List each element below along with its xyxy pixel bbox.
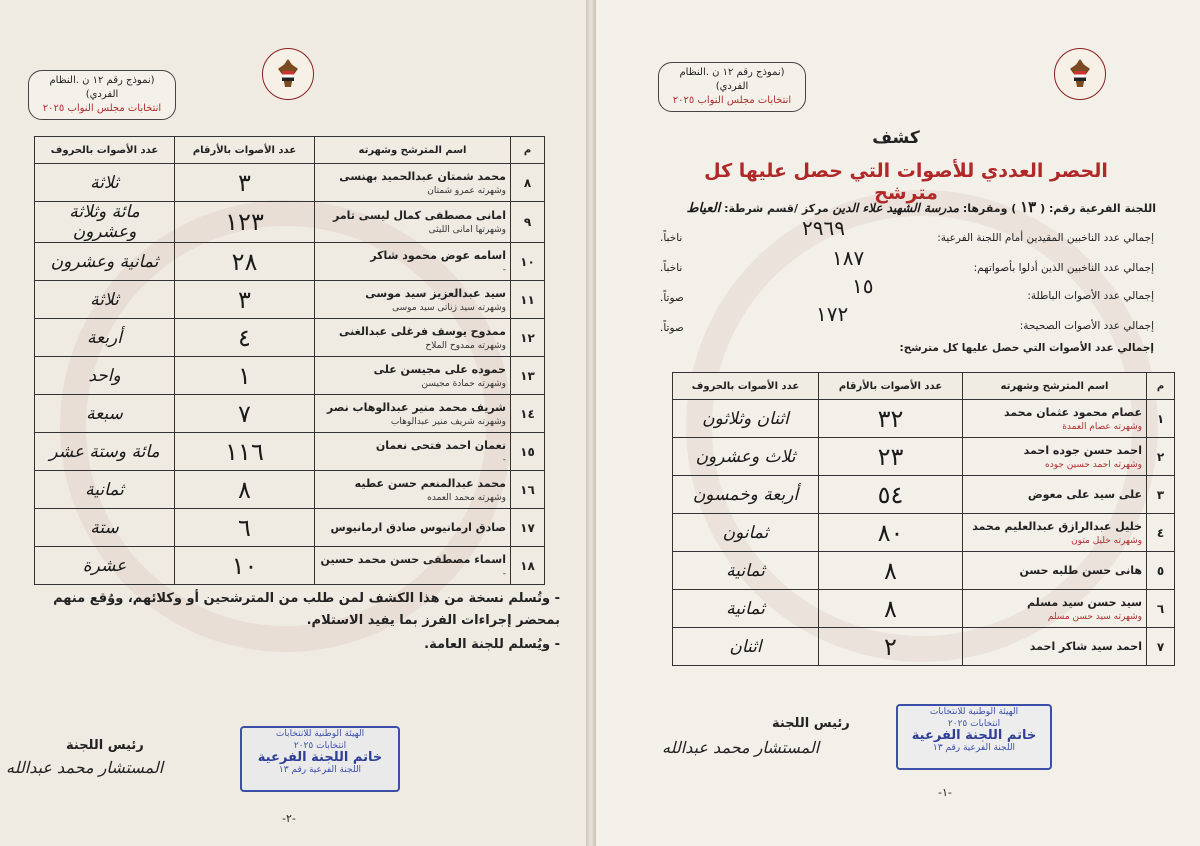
total-registered-label: إجمالي عدد الناخبين المقيدين أمام اللجنة الفرعية: (937, 232, 1154, 244)
candidate-name: حموده على مجيسن على (373, 362, 506, 376)
stamp-title: خاتم اللجنة الفرعية (911, 728, 1037, 743)
form-election: انتخابات مجلس النواب ٢٠٢٥ (672, 95, 792, 106)
candidate-cell (315, 319, 511, 357)
table-row (673, 590, 1175, 628)
candidate-nickname: وشهرته عصام العمدة (1062, 421, 1142, 432)
candidate-name: احمد سيد شاكر احمد (1029, 640, 1142, 653)
right-votes-table (672, 372, 1175, 666)
votes-words: عشرة (35, 547, 175, 585)
table-row (673, 438, 1175, 476)
votes-digits: ٨ (175, 471, 315, 509)
page-number: -٢- (282, 812, 296, 825)
committee-line (646, 198, 1156, 216)
committee-label-2: ) ومقرها: (962, 202, 1017, 215)
stamp-authority: الهيئة الوطنية للانتخابات (275, 729, 365, 739)
votes-words: ثمانية وعشرون (35, 243, 175, 281)
votes-words: ستة (35, 509, 175, 547)
table-row (35, 547, 545, 585)
total-voted-label: إجمالي عدد الناخبين الذين أدلوا بأصواتهم: (973, 262, 1154, 274)
candidate-name: امانى مصطفى كمال ليسى تامر (332, 209, 506, 222)
candidate-name: نعمان احمد فتحى نعمان (375, 438, 506, 452)
candidate-name: محمد عبدالمنعم حسن عطيه (354, 476, 506, 490)
votes-words: سبعة (35, 395, 175, 433)
votes-digits: ٨٠ (819, 514, 963, 552)
table-row (35, 357, 545, 395)
form-model-box (28, 70, 176, 120)
candidate-name: صادق ارمانيوس صادق ارمانيوس (330, 521, 506, 534)
table-row (35, 164, 545, 202)
right-page (596, 0, 1200, 846)
table-header-row (673, 373, 1175, 400)
note-general-committee: - ويُسلم للجنة العامة. (424, 637, 560, 652)
votes-digits: ٣٢ (819, 400, 963, 438)
chair-label: رئيس اللجنة (772, 716, 850, 731)
votes-words: ثلاثة (35, 281, 175, 319)
note-copy-delivery: - وتُسلم نسخة من هذا الكشف لمن طلب من المترشحين أو وكلائهم، ووُقع منهم بمحضر إجراءات الفرز بما يفيد الاستلام. (53, 591, 560, 628)
total-invalid-unit: صوتاً. (660, 292, 684, 304)
candidate-cell (963, 590, 1147, 628)
total-valid-label: إجمالي عدد الأصوات الصحيحة: (1019, 320, 1154, 332)
candidate-cell (963, 552, 1147, 590)
table-row (673, 628, 1175, 666)
votes-words: ثلاث وعشرون (673, 438, 819, 476)
votes-words: ثمانية (673, 552, 819, 590)
candidate-cell (315, 509, 511, 547)
committee-label-3: مركز /قسم شرطة: (724, 202, 829, 215)
candidate-cell (315, 202, 511, 243)
authority-emblem-icon (262, 48, 314, 100)
header-num: م (511, 137, 545, 164)
table-row (673, 552, 1175, 590)
table-row (35, 202, 545, 243)
form-model: (نموذج رقم ١٢ ن .النظام الفردي) (49, 75, 155, 100)
row-number: ٣ (1147, 476, 1175, 514)
votes-words: ثمانون (673, 514, 819, 552)
table-row (35, 281, 545, 319)
row-number: ١٦ (511, 471, 545, 509)
total-invalid-value: ١٥ (852, 274, 874, 298)
committee-number: ١٣ (1020, 198, 1037, 216)
candidate-nickname: - (502, 264, 506, 275)
candidate-cell (963, 438, 1147, 476)
votes-words: واحد (35, 357, 175, 395)
votes-words: ثمانية (673, 590, 819, 628)
stamp-committee: اللجنة الفرعية رقم ١٣ (278, 765, 362, 775)
votes-words: مائة وستة عشر (35, 433, 175, 471)
votes-digits: ٥٤ (819, 476, 963, 514)
header-words: عدد الأصوات بالحروف (673, 373, 819, 400)
candidate-nickname: وشهرته خليل متون (1071, 535, 1142, 546)
candidate-name: هانى حسن طلبه حسن (1019, 564, 1142, 577)
stamp-election: انتخابات ٢٠٢٥ (947, 719, 1001, 729)
votes-words: اثنان وثلاثون (673, 400, 819, 438)
candidate-cell (315, 281, 511, 319)
stamp-authority: الهيئة الوطنية للانتخابات (929, 707, 1019, 717)
row-number: ١ (1147, 400, 1175, 438)
votes-words: مائة وثلاثة وعشرون (35, 202, 175, 243)
candidate-nickname: وشهرته سيد زناتى سيد موسى (392, 302, 506, 313)
candidate-nickname: - (502, 454, 506, 465)
votes-digits: ٣ (175, 281, 315, 319)
votes-digits: ١ (175, 357, 315, 395)
row-number: ٩ (511, 202, 545, 243)
form-model-box (658, 62, 806, 112)
table-row (35, 319, 545, 357)
row-number: ٢ (1147, 438, 1175, 476)
header-name: اسم المترشح وشهرته (315, 137, 511, 164)
candidate-nickname: وشهرتها امانى الليثى (428, 225, 506, 235)
row-number: ٦ (1147, 590, 1175, 628)
candidate-cell (315, 357, 511, 395)
committee-stamp (896, 704, 1052, 770)
votes-digits: ٢٣ (819, 438, 963, 476)
chair-label: رئيس اللجنة (66, 738, 144, 753)
row-number: ١٠ (511, 243, 545, 281)
candidate-nickname: وشهرته محمد العمده (427, 492, 506, 503)
table-row (673, 476, 1175, 514)
row-number: ١١ (511, 281, 545, 319)
candidate-cell (963, 476, 1147, 514)
candidate-name: عصام محمود عثمان محمد (1003, 405, 1142, 419)
candidate-name: اسامه عوض محمود شاكر (370, 248, 506, 262)
votes-digits: ١٠ (175, 547, 315, 585)
header-digits: عدد الأصوات بالأرقام (175, 137, 315, 164)
candidate-cell (963, 628, 1147, 666)
votes-digits: ١٢٣ (175, 202, 315, 243)
row-number: ١٤ (511, 395, 545, 433)
row-number: ٤ (1147, 514, 1175, 552)
table-row (35, 243, 545, 281)
votes-digits: ٢ (819, 628, 963, 666)
votes-digits: ٢٨ (175, 243, 315, 281)
votes-words: أربعة وخمسون (673, 476, 819, 514)
chair-signature: المستشار محمد عبدالله (662, 738, 820, 757)
candidate-cell (315, 433, 511, 471)
stamp-election: انتخابات ٢٠٢٥ (293, 741, 347, 751)
row-number: ٥ (1147, 552, 1175, 590)
candidate-name: احمد حسن جوده احمد (1023, 443, 1142, 457)
candidate-nickname: - (502, 568, 506, 579)
header-words: عدد الأصوات بالحروف (35, 137, 175, 164)
header-digits: عدد الأصوات بالأرقام (819, 373, 963, 400)
votes-digits: ٨ (819, 590, 963, 628)
table-row (673, 400, 1175, 438)
candidate-nickname: وشهرته ممدوح الملاح (425, 340, 506, 351)
candidate-cell (315, 471, 511, 509)
votes-digits: ٦ (175, 509, 315, 547)
votes-words: ثمانية (35, 471, 175, 509)
total-valid-unit: صوتاً. (660, 322, 684, 334)
candidate-name: على سيد على معوض (1027, 488, 1142, 501)
candidate-cell (315, 243, 511, 281)
candidate-cell (315, 164, 511, 202)
candidate-name: سيد عبدالعزيز سيد موسى (365, 286, 506, 300)
votes-words: اثنان (673, 628, 819, 666)
row-number: ٧ (1147, 628, 1175, 666)
candidates-intro: إجمالي عدد الأصوات التي حصل عليها كل مترشح: (899, 342, 1154, 354)
candidate-cell (315, 547, 511, 585)
candidate-name: شريف محمد منير عبدالوهاب نصر (326, 400, 506, 414)
votes-digits: ٨ (819, 552, 963, 590)
votes-digits: ٤ (175, 319, 315, 357)
form-model: (نموذج رقم ١٢ ن .النظام الفردي) (679, 67, 785, 92)
total-invalid-label: إجمالي عدد الأصوات الباطلة: (1027, 290, 1154, 302)
stamp-committee: اللجنة الفرعية رقم ١٣ (932, 743, 1016, 753)
authority-emblem-icon (1054, 48, 1106, 100)
total-valid-value: ١٧٢ (816, 302, 849, 326)
form-election: انتخابات مجلس النواب ٢٠٢٥ (42, 103, 162, 114)
votes-digits: ٣ (175, 164, 315, 202)
total-registered-value: ٢٩٦٩ (802, 216, 845, 240)
total-voted-unit: ناخباً. (660, 262, 683, 274)
header-num: م (1147, 373, 1175, 400)
table-header-row (35, 137, 545, 164)
row-number: ١٨ (511, 547, 545, 585)
row-number: ٨ (511, 164, 545, 202)
committee-stamp (240, 726, 400, 792)
candidate-nickname: وشهرته شريف منير عبدالوهاب (390, 416, 506, 427)
candidate-nickname: وشهرته احمد حسين جوده (1044, 459, 1142, 470)
header-name: اسم المترشح وشهرته (963, 373, 1147, 400)
candidate-cell (315, 395, 511, 433)
total-voted-value: ١٨٧ (832, 246, 865, 270)
table-row (35, 395, 545, 433)
votes-digits: ٧ (175, 395, 315, 433)
row-number: ١٧ (511, 509, 545, 547)
candidate-name: اسماء مصطفى حسن محمد حسين (320, 552, 506, 566)
document-title: كشف (872, 128, 920, 148)
committee-location: مدرسة الشهيد علاء الدين (832, 201, 960, 215)
candidate-name: خليل عبدالرازق عبدالعليم محمد (972, 519, 1142, 533)
document-subtitle: الحصر العددي للأصوات التي حصل عليها كل مترشح (704, 160, 1108, 204)
row-number: ١٢ (511, 319, 545, 357)
candidate-name: سيد حسن سيد مسلم (1027, 595, 1142, 609)
committee-label: اللجنة الفرعية رقم: ( (1040, 202, 1156, 215)
candidate-nickname: وشهرته حمادة مجيسن (421, 378, 506, 389)
total-registered-unit: ناخباً. (660, 232, 683, 244)
candidate-name: ممدوح يوسف فرغلى عبدالغنى (338, 324, 506, 338)
row-number: ١٥ (511, 433, 545, 471)
committee-district: العياط (686, 201, 721, 216)
votes-digits: ١١٦ (175, 433, 315, 471)
chair-signature: المستشار محمد عبدالله (6, 758, 164, 777)
table-row (35, 509, 545, 547)
stamp-title: خاتم اللجنة الفرعية (257, 750, 383, 765)
row-number: ١٣ (511, 357, 545, 395)
table-row (673, 514, 1175, 552)
page-number: -١- (938, 786, 952, 799)
candidate-cell (963, 514, 1147, 552)
left-page (0, 0, 588, 846)
table-row (35, 471, 545, 509)
candidate-cell (963, 400, 1147, 438)
candidate-nickname: وشهرته سيد حسن مسلم (1047, 611, 1142, 622)
left-votes-table (34, 136, 545, 585)
candidate-nickname: وشهرته عمرو شمتان (427, 185, 506, 196)
votes-words: أربعة (35, 319, 175, 357)
candidate-name: محمد شمتان عبدالحميد بهنسى (339, 169, 506, 183)
votes-words: ثلاثة (35, 164, 175, 202)
table-row (35, 433, 545, 471)
